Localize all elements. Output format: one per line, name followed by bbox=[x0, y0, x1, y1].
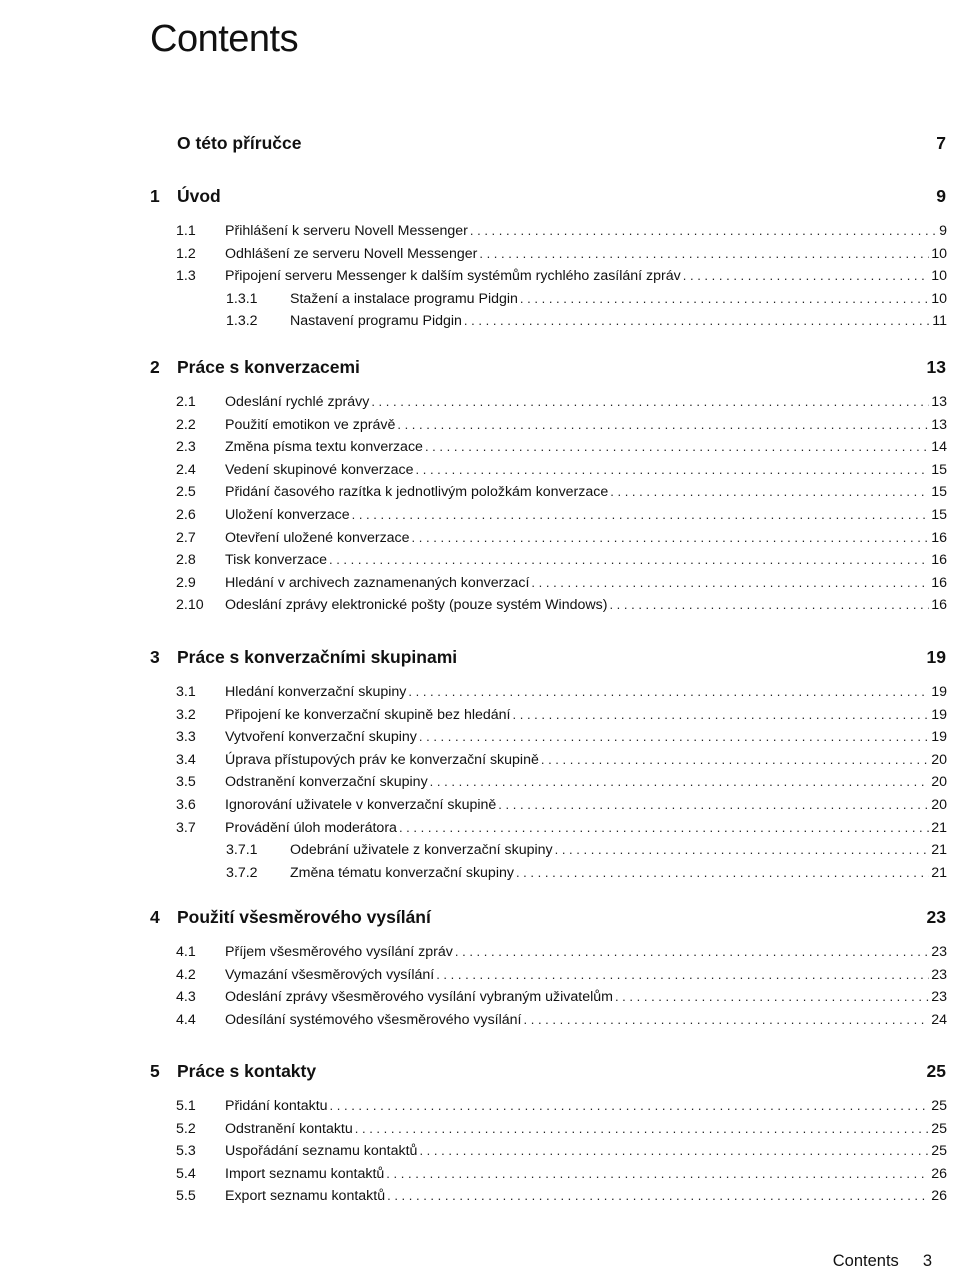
chapter-number: 2 bbox=[150, 357, 160, 377]
entry-number: 1.3 bbox=[176, 268, 196, 285]
entry-page: 16 bbox=[931, 597, 947, 614]
dot-leader bbox=[464, 311, 930, 331]
dot-leader bbox=[683, 266, 929, 286]
toc-entry[interactable] bbox=[0, 595, 947, 615]
entry-title: Vytvoření konverzační skupiny bbox=[225, 729, 417, 746]
entry-title: Tisk konverzace bbox=[225, 552, 327, 569]
dot-leader bbox=[615, 987, 929, 1007]
entry-number: 2.10 bbox=[176, 597, 204, 614]
dot-leader bbox=[516, 863, 929, 883]
entry-page: 21 bbox=[931, 819, 947, 836]
toc-subentry[interactable] bbox=[0, 289, 947, 309]
dot-leader bbox=[524, 1010, 930, 1030]
entry-page: 20 bbox=[931, 751, 947, 768]
entry-title: Úprava přístupových práv ke konverzační skupině bbox=[225, 751, 539, 768]
entry-title: Odhlášení ze serveru Novell Messenger bbox=[225, 245, 478, 262]
toc-entry[interactable] bbox=[0, 1096, 947, 1116]
entry-page: 23 bbox=[931, 966, 947, 983]
entry-page: 20 bbox=[931, 797, 947, 813]
entry-page: 19 bbox=[931, 706, 947, 723]
dot-leader bbox=[371, 392, 929, 412]
toc-entry[interactable] bbox=[0, 505, 947, 525]
entry-title: Odeslání zprávy elektronické pošty (pouze systém Windows) bbox=[225, 597, 608, 614]
entry-number: 4.4 bbox=[176, 1011, 196, 1028]
entry-title: Otevření uložené konverzace bbox=[225, 529, 410, 546]
toc-entry[interactable] bbox=[0, 705, 947, 725]
dot-leader bbox=[387, 1186, 929, 1206]
chapter-title: Práce s kontakty bbox=[177, 1061, 317, 1081]
entry-page: 26 bbox=[931, 1188, 947, 1205]
entry-number: 2.1 bbox=[176, 394, 196, 410]
entry-title: Uspořádání seznamu kontaktů bbox=[225, 1143, 418, 1160]
entry-number: 4.3 bbox=[176, 989, 196, 1006]
entry-page: 25 bbox=[931, 1098, 947, 1114]
dot-leader bbox=[416, 460, 930, 480]
entry-title: Odstranění kontaktu bbox=[225, 1120, 353, 1137]
entry-number: 1.1 bbox=[176, 223, 196, 239]
entry-number: 3.7.1 bbox=[226, 842, 258, 859]
chapter-number: 5 bbox=[150, 1061, 160, 1081]
dot-leader bbox=[330, 1096, 930, 1116]
footer-page-number: 3 bbox=[922, 1252, 932, 1270]
chapter-title: Práce s konverzacemi bbox=[177, 357, 360, 377]
chapter-page: 9 bbox=[936, 186, 946, 206]
entry-page: 25 bbox=[931, 1143, 947, 1160]
chapter-page: 19 bbox=[926, 647, 946, 667]
toc-entry[interactable] bbox=[0, 942, 947, 962]
dot-leader bbox=[355, 1119, 929, 1139]
entry-page: 15 bbox=[931, 461, 947, 478]
entry-number: 3.2 bbox=[176, 706, 196, 723]
entry-number: 2.7 bbox=[176, 529, 196, 546]
toc-entry[interactable] bbox=[0, 818, 947, 838]
entry-number: 2.6 bbox=[176, 507, 196, 523]
entry-page: 16 bbox=[931, 529, 947, 546]
entry-number: 3.7 bbox=[176, 819, 196, 836]
toc-entry[interactable] bbox=[0, 965, 947, 985]
entry-number: 4.1 bbox=[176, 944, 196, 960]
entry-page: 15 bbox=[931, 484, 947, 501]
entry-title: Odeslání zprávy všesměrového vysílání vybraným uživatelům bbox=[225, 989, 613, 1006]
dot-leader bbox=[531, 573, 929, 593]
entry-number: 2.2 bbox=[176, 416, 196, 433]
dot-leader bbox=[610, 482, 929, 502]
toc-entry[interactable] bbox=[0, 437, 947, 457]
preface-heading[interactable] bbox=[150, 131, 946, 155]
dot-leader bbox=[455, 942, 929, 962]
toc-subentry[interactable] bbox=[0, 311, 947, 331]
toc-entry[interactable] bbox=[0, 550, 947, 570]
toc-entry[interactable] bbox=[0, 1141, 947, 1161]
entry-title: Nastavení programu Pidgin bbox=[290, 313, 462, 330]
dot-leader bbox=[399, 818, 929, 838]
dot-leader bbox=[513, 705, 930, 725]
dot-leader bbox=[425, 437, 929, 457]
toc-entry[interactable] bbox=[0, 482, 947, 502]
entry-number: 1.3.2 bbox=[226, 313, 258, 330]
chapter-title: Práce s konverzačními skupinami bbox=[177, 647, 458, 667]
entry-title: Hledání konverzační skupiny bbox=[225, 684, 407, 700]
entry-number: 3.6 bbox=[176, 797, 196, 813]
footer-label: Contents bbox=[832, 1252, 899, 1270]
entry-page: 23 bbox=[931, 989, 947, 1006]
dot-leader bbox=[397, 415, 929, 435]
preface-title: O této příručce bbox=[177, 133, 302, 153]
dot-leader bbox=[386, 1164, 929, 1184]
entry-title: Import seznamu kontaktů bbox=[225, 1165, 385, 1182]
entry-title: Příjem všesměrového vysílání zpráv bbox=[225, 944, 453, 960]
toc-entry[interactable] bbox=[0, 1186, 947, 1206]
page-title: Contents bbox=[150, 18, 299, 60]
entry-number: 3.1 bbox=[176, 684, 196, 700]
entry-page: 21 bbox=[931, 842, 947, 859]
entry-title: Připojení serveru Messenger k dalším systémům rychlého zasílání zpráv bbox=[225, 268, 681, 285]
chapter-page: 23 bbox=[926, 907, 946, 927]
entry-number: 3.7.2 bbox=[226, 864, 258, 881]
entry-title: Uložení konverzace bbox=[225, 507, 350, 523]
entry-number: 3.3 bbox=[176, 729, 196, 746]
entry-title: Vymazání všesměrových vysílání bbox=[225, 966, 435, 983]
dot-leader bbox=[412, 528, 930, 548]
chapter-page: 13 bbox=[926, 357, 946, 377]
entry-page: 14 bbox=[931, 439, 947, 456]
chapter-number: 4 bbox=[150, 907, 160, 927]
chapter-heading[interactable] bbox=[150, 645, 946, 669]
entry-page: 10 bbox=[931, 290, 947, 307]
toc-subentry[interactable] bbox=[0, 863, 947, 883]
entry-title: Přihlášení k serveru Novell Messenger bbox=[225, 223, 468, 239]
dot-leader bbox=[352, 505, 930, 525]
entry-title: Hledání v archivech zaznamenaných konverzací bbox=[225, 574, 530, 591]
entry-title: Odesílání systémového všesměrového vysílání bbox=[225, 1011, 522, 1028]
entry-page: 16 bbox=[931, 552, 947, 569]
entry-page: 11 bbox=[932, 313, 947, 330]
entry-page: 20 bbox=[931, 774, 947, 791]
entry-number: 1.2 bbox=[176, 245, 196, 262]
chapter-number: 3 bbox=[150, 647, 160, 667]
page-footer bbox=[833, 1250, 932, 1272]
dot-leader bbox=[419, 1141, 929, 1161]
entry-title: Ignorování uživatele v konverzační skupině bbox=[225, 797, 497, 813]
entry-title: Odebrání uživatele z konverzační skupiny bbox=[290, 842, 553, 859]
chapter-title: Použití všesměrového vysílání bbox=[177, 907, 431, 927]
entry-number: 3.5 bbox=[176, 774, 196, 791]
dot-leader bbox=[419, 727, 929, 747]
dot-leader bbox=[609, 595, 929, 615]
entry-number: 5.3 bbox=[176, 1143, 196, 1160]
entry-number: 2.9 bbox=[176, 574, 196, 591]
entry-title: Export seznamu kontaktů bbox=[225, 1188, 386, 1205]
preface-page: 7 bbox=[936, 133, 946, 153]
dot-leader bbox=[329, 550, 929, 570]
dot-leader bbox=[541, 750, 929, 770]
entry-title: Změna tématu konverzační skupiny bbox=[290, 864, 514, 881]
entry-page: 19 bbox=[931, 729, 947, 746]
chapter-heading[interactable] bbox=[150, 355, 946, 379]
toc-entry[interactable] bbox=[0, 1164, 947, 1184]
toc-entry[interactable] bbox=[0, 750, 947, 770]
entry-page: 9 bbox=[939, 223, 947, 239]
dot-leader bbox=[436, 965, 929, 985]
dot-leader bbox=[430, 772, 930, 792]
entry-number: 4.2 bbox=[176, 966, 196, 983]
toc-entry[interactable] bbox=[0, 727, 947, 747]
toc-subentry[interactable] bbox=[0, 840, 947, 860]
dot-leader bbox=[470, 221, 937, 241]
entry-title: Použití emotikon ve zprávě bbox=[225, 416, 396, 433]
toc-entry[interactable] bbox=[0, 221, 947, 241]
entry-title: Stažení a instalace programu Pidgin bbox=[290, 290, 518, 307]
chapter-heading[interactable] bbox=[150, 1059, 946, 1083]
entry-page: 23 bbox=[931, 944, 947, 960]
chapter-heading[interactable] bbox=[150, 184, 946, 208]
toc-entry[interactable] bbox=[0, 392, 947, 412]
entry-title: Provádění úloh moderátora bbox=[225, 819, 397, 836]
dot-leader bbox=[498, 795, 929, 815]
entry-page: 10 bbox=[931, 245, 947, 262]
entry-number: 2.5 bbox=[176, 484, 196, 501]
toc-entry[interactable] bbox=[0, 987, 947, 1007]
chapter-number: 1 bbox=[150, 186, 160, 206]
toc-entry[interactable] bbox=[0, 415, 947, 435]
dot-leader bbox=[479, 244, 929, 264]
entry-title: Přidání kontaktu bbox=[225, 1098, 328, 1114]
entry-page: 21 bbox=[931, 864, 947, 881]
dot-leader bbox=[520, 289, 929, 309]
chapter-heading[interactable] bbox=[150, 905, 946, 929]
entry-number: 2.8 bbox=[176, 552, 196, 569]
entry-page: 26 bbox=[931, 1165, 947, 1182]
toc-entry[interactable] bbox=[0, 573, 947, 593]
entry-title: Změna písma textu konverzace bbox=[225, 439, 423, 456]
dot-leader bbox=[408, 682, 929, 702]
entry-number: 5.2 bbox=[176, 1120, 196, 1137]
toc-entry[interactable] bbox=[0, 528, 947, 548]
entry-number: 5.5 bbox=[176, 1188, 196, 1205]
entry-title: Přidání časového razítka k jednotlivým položkám konverzace bbox=[225, 484, 609, 501]
entry-page: 13 bbox=[931, 416, 947, 433]
entry-number: 5.1 bbox=[176, 1098, 196, 1114]
toc-entry[interactable] bbox=[0, 244, 947, 264]
toc-entry[interactable] bbox=[0, 1119, 947, 1139]
chapter-page: 25 bbox=[926, 1061, 946, 1081]
toc-entry[interactable] bbox=[0, 1010, 947, 1030]
entry-page: 24 bbox=[931, 1011, 947, 1028]
entry-page: 15 bbox=[931, 507, 947, 523]
entry-page: 13 bbox=[931, 394, 947, 410]
entry-title: Připojení ke konverzační skupině bez hledání bbox=[225, 706, 511, 723]
entry-number: 3.4 bbox=[176, 751, 196, 768]
entry-page: 19 bbox=[931, 684, 947, 700]
entry-page: 10 bbox=[931, 268, 947, 285]
entry-title: Odeslání rychlé zprávy bbox=[225, 394, 370, 410]
toc-entry[interactable] bbox=[0, 795, 947, 815]
entry-page: 25 bbox=[931, 1120, 947, 1137]
toc-entry[interactable] bbox=[0, 772, 947, 792]
dot-leader bbox=[555, 840, 930, 860]
entry-title: Odstranění konverzační skupiny bbox=[225, 774, 428, 791]
entry-number: 2.3 bbox=[176, 439, 196, 456]
toc-entry[interactable] bbox=[0, 266, 947, 286]
entry-title: Vedení skupinové konverzace bbox=[225, 461, 414, 478]
entry-page: 16 bbox=[931, 574, 947, 591]
toc-entry[interactable] bbox=[0, 460, 947, 480]
entry-number: 5.4 bbox=[176, 1165, 196, 1182]
entry-number: 2.4 bbox=[176, 461, 196, 478]
entry-number: 1.3.1 bbox=[226, 290, 258, 307]
toc-entry[interactable] bbox=[0, 682, 947, 702]
chapter-title: Úvod bbox=[177, 186, 221, 206]
